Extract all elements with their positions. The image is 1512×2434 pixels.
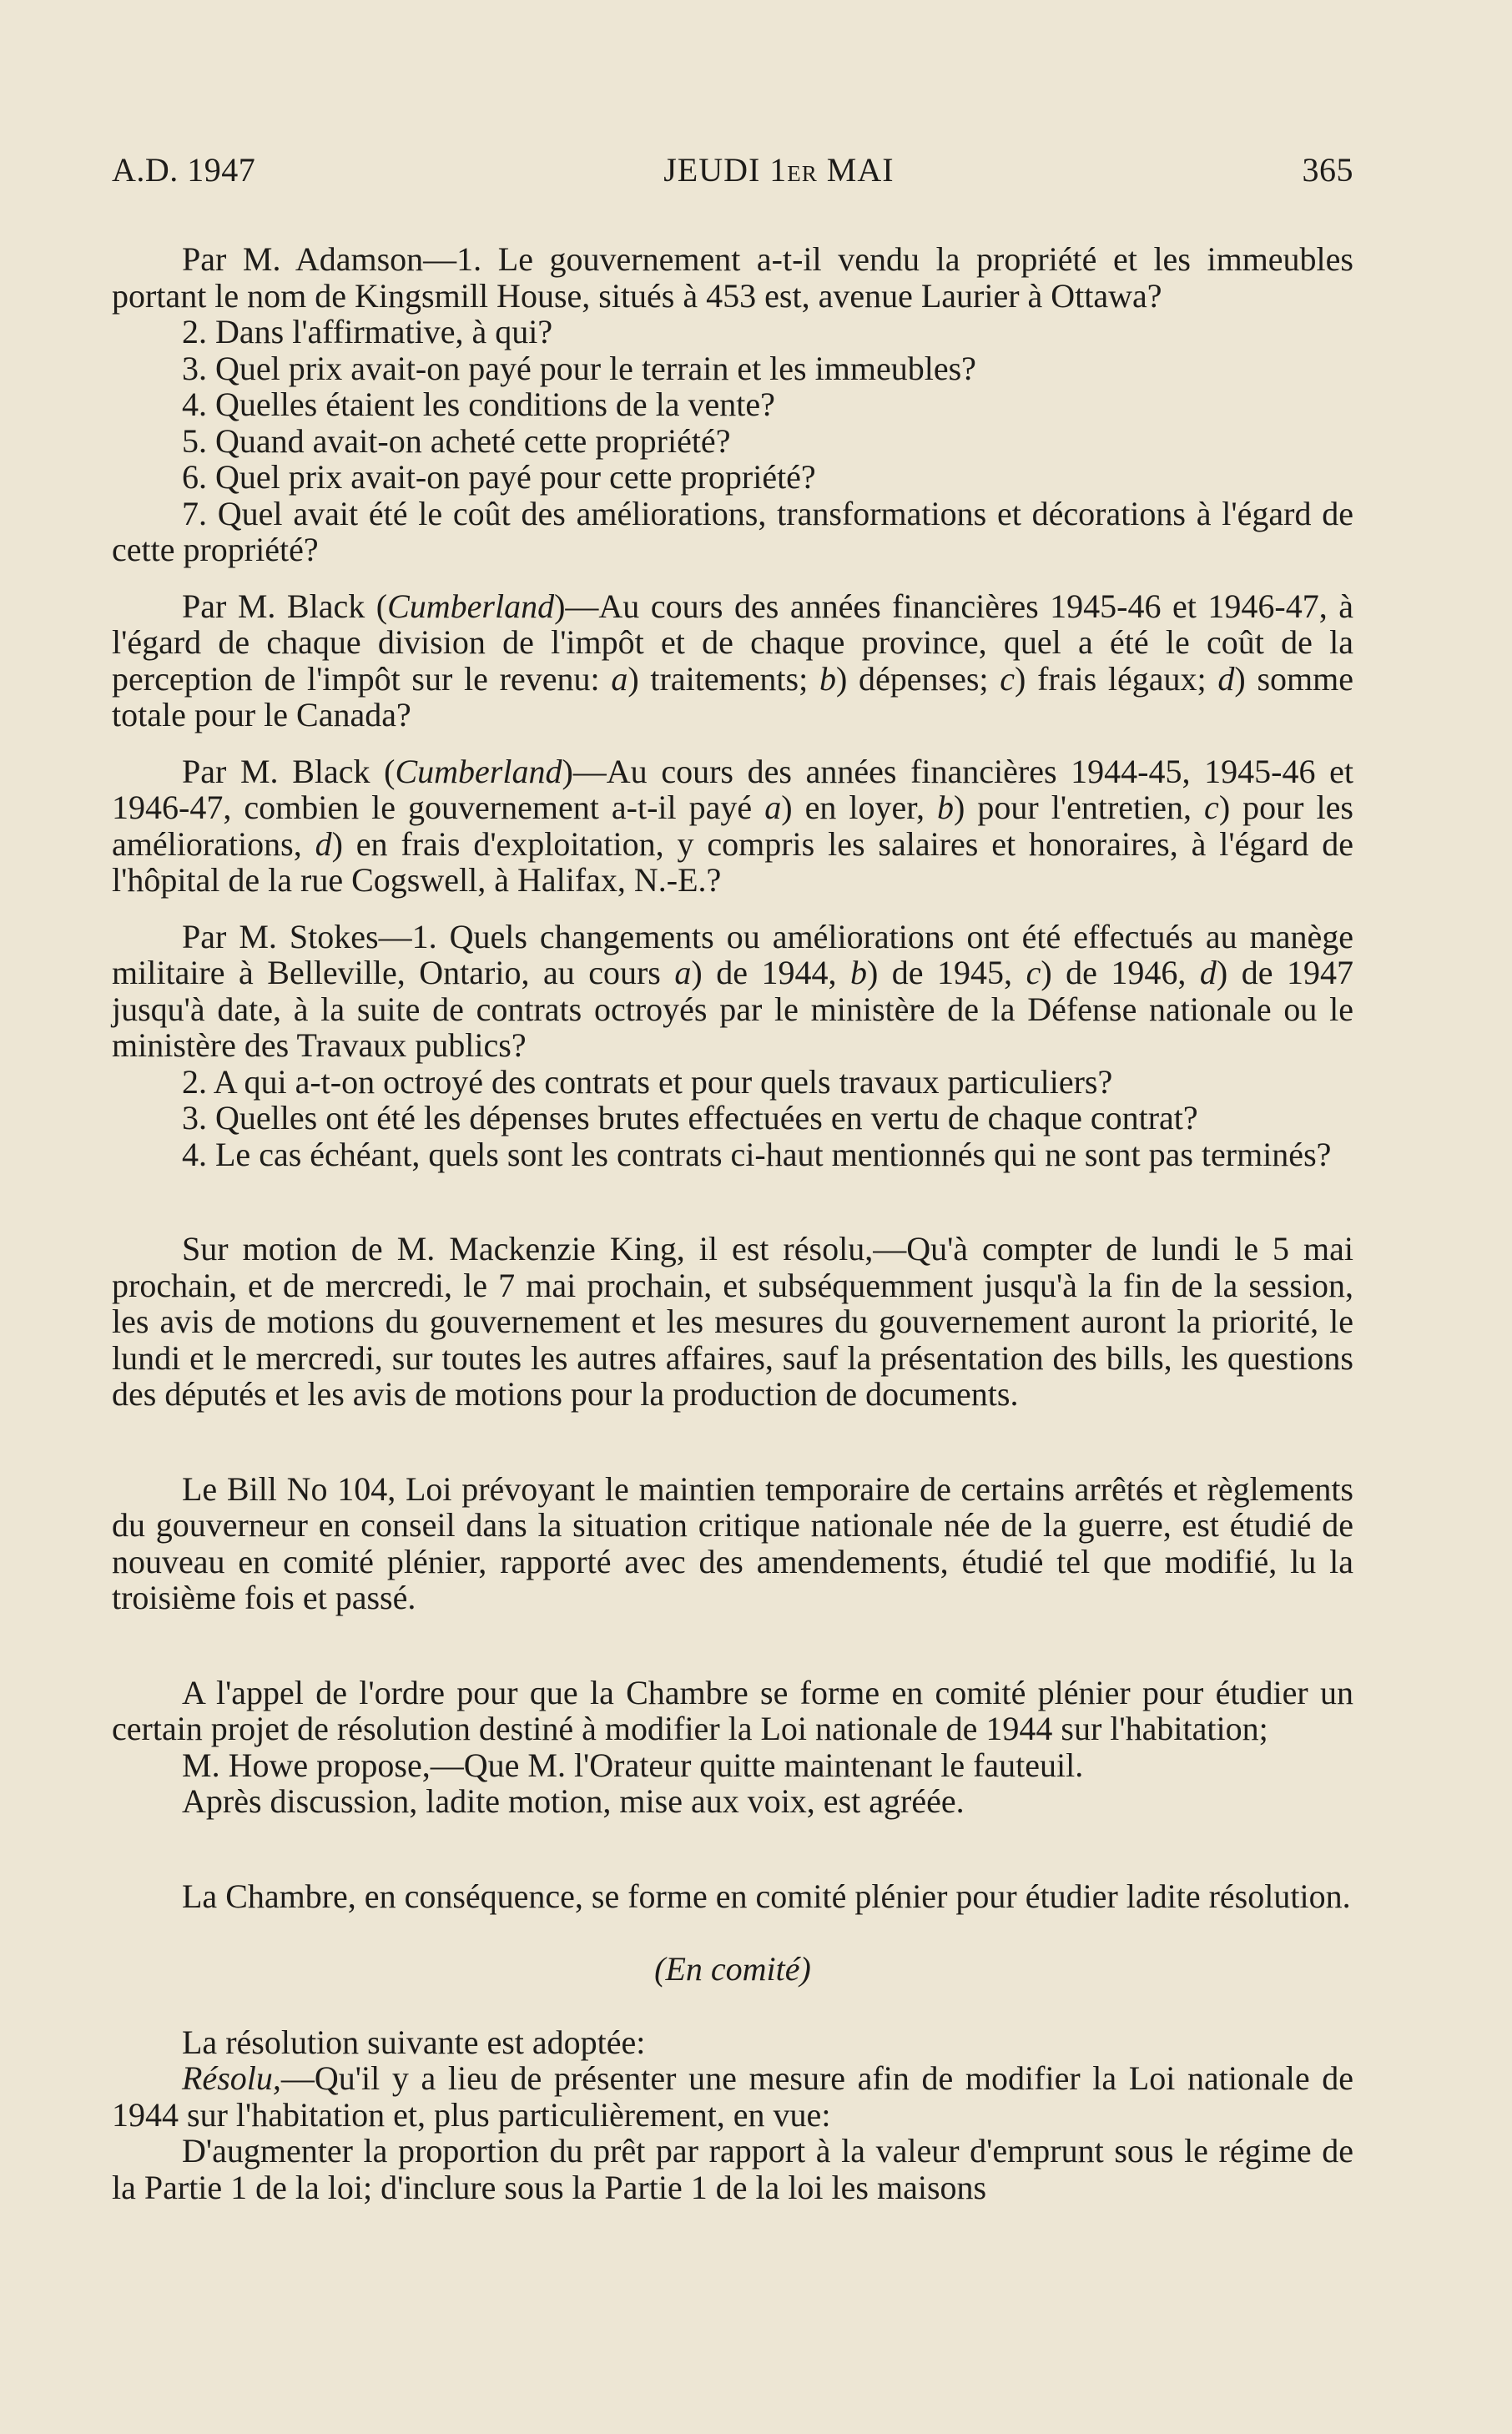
header-year: A.D. 1947	[112, 151, 256, 189]
document-body	[112, 241, 1353, 2205]
header-date-ordinal: ER	[787, 161, 818, 186]
header-date-day: JEUDI 1	[663, 151, 788, 189]
augmenter-paragraph: D'augmenter la proportion du prêt par rapport à la valeur d'emprunt sous le régime de la Partie 1 de la loi; d'inclure sous la Partie 1 de la loi les maisons	[112, 2132, 1353, 2206]
page-header	[112, 150, 1353, 189]
motion-mackenzie-king: Sur motion de M. Mackenzie King, il est résolu,—Qu'à compter de lundi le 5 mai prochain, et de mercredi, le 7 mai prochain, et subséquemment jusqu'à la fin de la session, les avis de motions du gouvernement et les mesures du gouvernement auront la priorité, le lundi et le mercredi, sur toutes les autres affaires, sauf la présentation des bills, les questions des députés et les avis de motions pour la production de documents.	[112, 1230, 1353, 1413]
stokes-question-1: Par M. Stokes—1. Quels changements ou améliorations ont été effectués au manège militaire à Belleville, Ontario, au cours a) de 1944, b) de 1945, c) de 1946, d) de 1947 jusqu'à date, à la suite de contrats octroyés par le ministère de la Défense nationale ou le ministère des Travaux publics?	[112, 917, 1354, 1064]
adamson-question-2: 2. Dans l'affirmative, à qui?	[182, 313, 553, 350]
adamson-question-7: 7. Quel avait été le coût des améliorations, transformations et décorations à l'égard de cette propriété?	[112, 494, 1353, 568]
en-comite-heading: (En comité)	[654, 1950, 811, 1988]
page-number: 365	[1302, 151, 1353, 189]
chambre-comite: La Chambre, en conséquence, se forme en comité plénier pour étudier ladite résolution.	[182, 1877, 1351, 1915]
howe-motion: M. Howe propose,—Que M. l'Orateur quitte maintenant le fauteuil.	[182, 1746, 1084, 1784]
motion-agreed: Après discussion, ladite motion, mise aux voix, est agréée.	[182, 1782, 965, 1820]
stokes-question-2: 2. A qui a-t-on octroyé des contrats et pour quels travaux particuliers?	[182, 1062, 1113, 1101]
header-date	[663, 150, 894, 189]
adamson-question-4: 4. Quelles étaient les conditions de la vente?	[182, 386, 775, 423]
adamson-question-5: 5. Quand avait-on acheté cette propriété?	[182, 421, 731, 460]
resolution-adopted: La résolution suivante est adoptée:	[182, 2023, 646, 2061]
black-question-1: Par M. Black (Cumberland)—Au cours des années financières 1945-46 et 1946-47, à l'égard de chaque division de l'impôt et de chaque province, quel a été le coût de la perception de l'impôt sur le revenu: a) traitements; b) dépenses; c) frais légaux; d) somme totale pour le Canada?	[112, 587, 1353, 733]
black-question-2: Par M. Black (Cumberland)—Au cours des années financières 1944-45, 1945-46 et 1946-47, combien le gouvernement a-t-il payé a) en loyer, b) pour l'entretien, c) pour les améliorations, d) en frais d'exploitation, y compris les salaires et honoraires, à l'égard de l'hôpital de la rue Cogswell, à Halifax, N.-E.?	[112, 752, 1354, 899]
resolution-text: Résolu,—Qu'il y a lieu de présenter une mesure afin de modifier la Loi nationale de 1944 sur l'habitation et, plus particulièrement, en vue:	[112, 2059, 1353, 2134]
adamson-question-1: Par M. Adamson—1. Le gouvernement a-t-il vendu la propriété et les immeubles portant le nom de Kingsmill House, situés à 453 est, avenue Laurier à Ottawa?	[112, 240, 1353, 315]
header-date-month: MAI	[817, 151, 895, 189]
stokes-question-3: 3. Quelles ont été les dépenses brutes effectuées en vertu de chaque contrat?	[182, 1099, 1198, 1136]
stokes-question-4: 4. Le cas échéant, quels sont les contrats ci-haut mentionnés qui ne sont pas terminés?	[182, 1135, 1332, 1173]
adamson-question-3: 3. Quel prix avait-on payé pour le terrain et les immeubles?	[182, 349, 976, 387]
adamson-question-6: 6. Quel prix avait-on payé pour cette propriété?	[182, 458, 816, 496]
bill-104: Le Bill No 104, Loi prévoyant le maintien temporaire de certains arrêtés et règlements du gouverneur en conseil dans la situation critique nationale née de la guerre, est étudié de nouveau en comité plénier, rapporté avec des amendements, étudié tel que modifié, lu la troisième fois et passé.	[112, 1469, 1353, 1616]
appel-ordre: A l'appel de l'ordre pour que la Chambre se forme en comité plénier pour étudier un certain projet de résolution destiné à modifier la Loi nationale de 1944 sur l'habitation;	[112, 1673, 1353, 1747]
